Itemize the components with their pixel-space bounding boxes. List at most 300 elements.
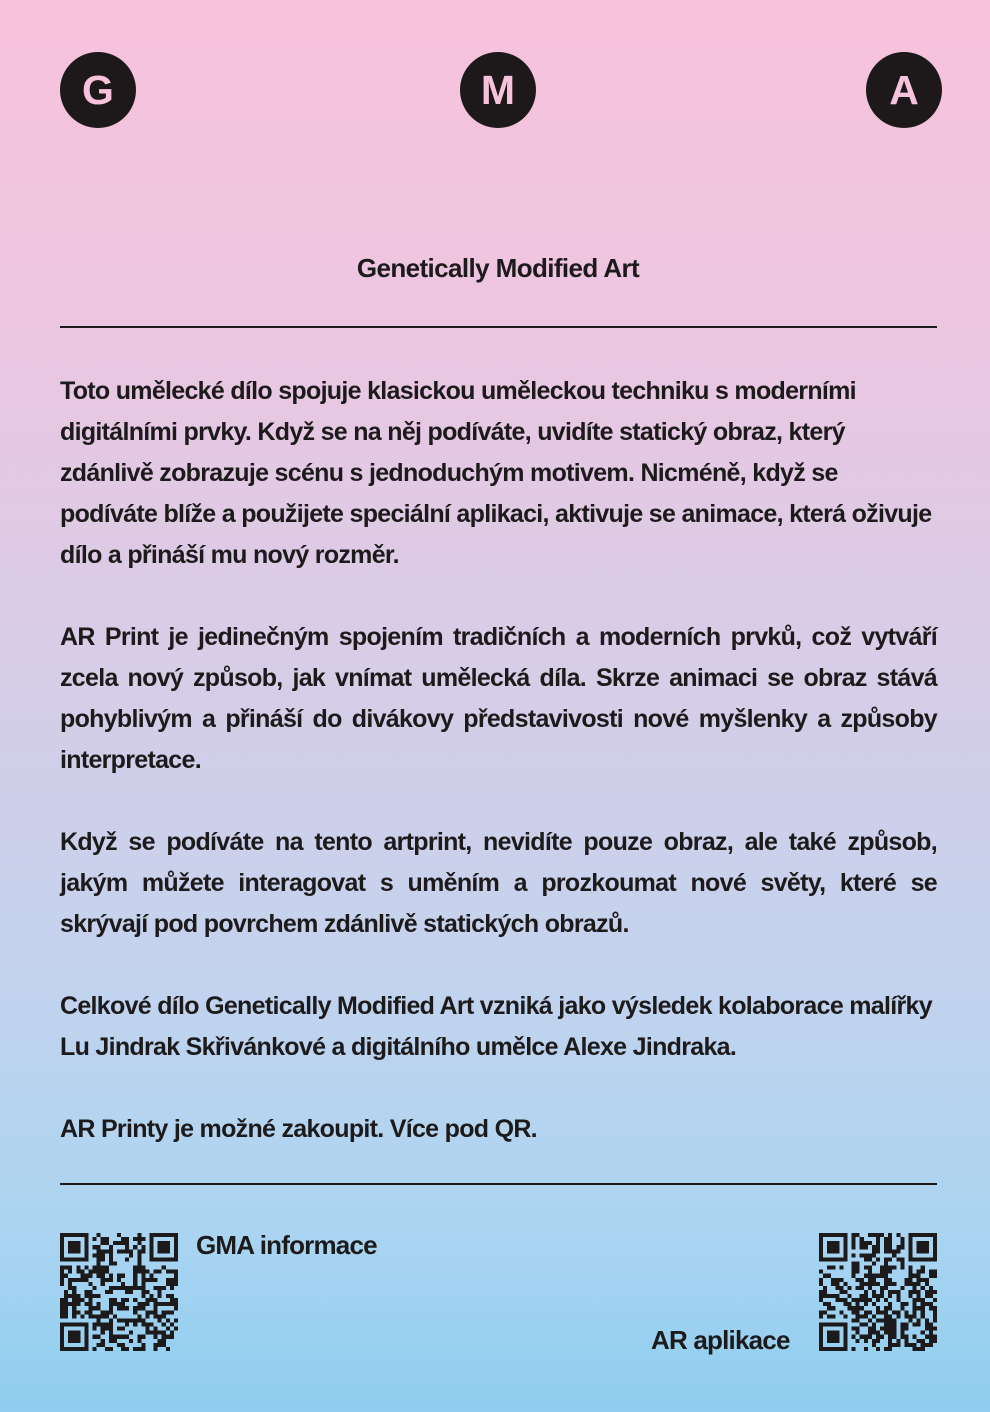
qr-module <box>929 1290 933 1294</box>
qr-module <box>133 1310 137 1314</box>
qr-module <box>921 1343 925 1347</box>
qr-module <box>892 1249 896 1253</box>
divider-bottom <box>60 1183 937 1185</box>
qr-finder <box>60 1347 88 1351</box>
qr-module <box>900 1331 904 1335</box>
qr-module <box>888 1314 892 1318</box>
qr-module <box>896 1290 900 1294</box>
qr-module <box>125 1335 129 1339</box>
qr-module <box>129 1339 133 1343</box>
qr-module <box>884 1298 888 1302</box>
qr-module <box>843 1314 847 1318</box>
qr-module <box>101 1241 105 1245</box>
qr-module <box>174 1327 178 1331</box>
qr-module <box>823 1302 827 1306</box>
qr-module <box>921 1306 925 1310</box>
qr-module <box>860 1294 864 1298</box>
qr-module <box>888 1306 892 1310</box>
qr-module <box>917 1298 921 1302</box>
qr-module <box>839 1298 843 1302</box>
qr-module <box>868 1270 872 1274</box>
qr-module <box>880 1270 884 1274</box>
qr-module <box>133 1347 137 1351</box>
qr-module <box>904 1335 908 1339</box>
qr-finder <box>827 1331 839 1343</box>
qr-module <box>154 1298 158 1302</box>
logo-letter-a: A <box>889 67 919 113</box>
qr-module <box>84 1290 88 1294</box>
qr-module <box>93 1314 97 1318</box>
qr-finder <box>827 1241 839 1253</box>
qr-module <box>64 1294 68 1298</box>
qr-module <box>80 1270 84 1274</box>
qr-module <box>72 1314 76 1318</box>
qr-finder <box>84 1233 88 1261</box>
qr-module <box>892 1282 896 1286</box>
paragraph-ar-print: AR Print je jedinečným spojením tradičních a moderních prvků, což vytváří zcela nový způsob, jak vnímat umělecká díla. Skrze animaci se obraz stává pohyblivým a přináší do divákovy představivosti nové myšlenky a způsoby interpretace. <box>60 623 937 774</box>
qr-module <box>76 1302 80 1306</box>
qr-module <box>913 1314 917 1318</box>
qr-module <box>101 1314 105 1318</box>
qr-module <box>150 1274 154 1278</box>
qr-module <box>888 1266 892 1270</box>
qr-module <box>835 1278 839 1282</box>
qr-module <box>823 1290 827 1294</box>
qr-module <box>860 1335 864 1339</box>
qr-module <box>909 1290 913 1294</box>
qr-module <box>872 1245 876 1249</box>
qr-module <box>884 1257 888 1261</box>
qr-module <box>109 1323 113 1327</box>
qr-module <box>876 1282 880 1286</box>
qr-module <box>145 1302 149 1306</box>
qr-module <box>60 1274 64 1278</box>
qr-module <box>109 1306 113 1310</box>
qr-module <box>72 1286 76 1290</box>
qr-module <box>876 1335 880 1339</box>
qr-module <box>933 1318 937 1322</box>
qr-module <box>158 1314 162 1318</box>
qr-finder <box>158 1241 170 1253</box>
qr-module <box>925 1323 929 1327</box>
qr-module <box>113 1286 117 1290</box>
qr-finder <box>819 1347 847 1351</box>
qr-module <box>864 1314 868 1318</box>
qr-module <box>97 1306 101 1310</box>
qr-module <box>133 1306 137 1310</box>
qr-module <box>892 1266 896 1270</box>
qr-module <box>856 1266 860 1270</box>
qr-module <box>864 1302 868 1306</box>
qr-module <box>93 1306 97 1310</box>
qr-finder <box>174 1233 178 1261</box>
qr-module <box>921 1314 925 1318</box>
qr-module <box>856 1261 860 1265</box>
qr-module <box>876 1294 880 1298</box>
qr-module <box>166 1335 170 1339</box>
qr-module <box>80 1274 84 1278</box>
qr-module <box>872 1290 876 1294</box>
qr-module <box>847 1306 851 1310</box>
qr-module <box>113 1335 117 1339</box>
qr-module <box>125 1257 129 1261</box>
qr-module <box>913 1290 917 1294</box>
qr-module <box>839 1290 843 1294</box>
qr-module <box>921 1331 925 1335</box>
qr-module <box>170 1282 174 1286</box>
qr-module <box>925 1290 929 1294</box>
qr-module <box>876 1274 880 1278</box>
qr-module <box>133 1278 137 1282</box>
qr-module <box>141 1249 145 1253</box>
qr-module <box>137 1270 141 1274</box>
qr-module <box>872 1302 876 1306</box>
qr-module <box>121 1302 125 1306</box>
qr-module <box>864 1274 868 1278</box>
qr-module <box>856 1302 860 1306</box>
qr-code-ar-app[interactable] <box>819 1233 937 1351</box>
qr-module <box>819 1298 823 1302</box>
paragraph-interaction: Když se podíváte na tento artprint, nevidíte pouze obraz, ale také způsob, jakým můžete interagovat s uměním a prozkoumat nové světy, které se skrývají pod povrchem zdánlivě statických obrazů. <box>60 828 937 938</box>
qr-module <box>121 1241 125 1245</box>
qr-module <box>864 1347 868 1351</box>
qr-module <box>900 1323 904 1327</box>
qr-module <box>76 1294 80 1298</box>
qr-module <box>93 1286 97 1290</box>
qr-module <box>97 1302 101 1306</box>
qr-module <box>900 1327 904 1331</box>
qr-module <box>109 1274 113 1278</box>
qr-module <box>101 1343 105 1347</box>
qr-module <box>925 1327 929 1331</box>
qr-module <box>880 1327 884 1331</box>
qr-module <box>133 1237 137 1241</box>
qr-module <box>876 1298 880 1302</box>
qr-module <box>904 1314 908 1318</box>
qr-module <box>109 1245 113 1249</box>
qr-module <box>925 1335 929 1339</box>
qr-module <box>900 1241 904 1245</box>
qr-module <box>72 1302 76 1306</box>
qr-finder <box>60 1233 64 1261</box>
qr-module <box>868 1310 872 1314</box>
qr-module <box>884 1261 888 1265</box>
qr-module <box>150 1323 154 1327</box>
qr-module <box>101 1270 105 1274</box>
qr-module <box>864 1290 868 1294</box>
qr-module <box>162 1302 166 1306</box>
qr-module <box>72 1294 76 1298</box>
qr-module <box>93 1294 97 1298</box>
qr-module <box>864 1282 868 1286</box>
qr-module <box>888 1257 892 1261</box>
qr-module <box>88 1302 92 1306</box>
qr-module <box>835 1282 839 1286</box>
qr-module <box>170 1270 174 1274</box>
qr-module <box>109 1261 113 1265</box>
qr-module <box>847 1302 851 1306</box>
qr-module <box>856 1286 860 1290</box>
qr-module <box>909 1314 913 1318</box>
qr-module <box>876 1347 880 1351</box>
qr-module <box>892 1290 896 1294</box>
qr-module <box>884 1274 888 1278</box>
qr-module <box>917 1270 921 1274</box>
qr-module <box>145 1327 149 1331</box>
qr-module <box>133 1282 137 1286</box>
qr-module <box>900 1257 904 1261</box>
qr-finder <box>917 1241 929 1253</box>
qr-module <box>892 1335 896 1339</box>
qr-module <box>913 1310 917 1314</box>
qr-module <box>125 1245 129 1249</box>
qr-module <box>84 1274 88 1278</box>
qr-module <box>823 1310 827 1314</box>
qr-module <box>904 1302 908 1306</box>
qr-module <box>929 1286 933 1290</box>
qr-module <box>101 1266 105 1270</box>
qr-label-gma-info: GMA informace <box>196 1230 377 1260</box>
qr-module <box>872 1323 876 1327</box>
qr-module <box>105 1249 109 1253</box>
qr-module <box>133 1298 137 1302</box>
qr-module <box>884 1323 888 1327</box>
qr-module <box>852 1233 856 1237</box>
qr-module <box>97 1257 101 1261</box>
qr-module <box>933 1335 937 1339</box>
qr-module <box>917 1347 921 1351</box>
qr-module <box>933 1327 937 1331</box>
qr-module <box>121 1318 125 1322</box>
qr-module <box>933 1339 937 1343</box>
qr-module <box>831 1266 835 1270</box>
qr-module <box>864 1245 868 1249</box>
qr-module <box>158 1294 162 1298</box>
qr-module <box>125 1298 129 1302</box>
qr-module <box>933 1290 937 1294</box>
qr-module <box>154 1278 158 1282</box>
qr-module <box>162 1343 166 1347</box>
qr-module <box>174 1270 178 1274</box>
qr-module <box>125 1323 129 1327</box>
qr-module <box>884 1318 888 1322</box>
qr-module <box>892 1331 896 1335</box>
qr-module <box>101 1257 105 1261</box>
qr-module <box>97 1270 101 1274</box>
qr-module <box>113 1261 117 1265</box>
qr-module <box>917 1318 921 1322</box>
qr-module <box>831 1314 835 1318</box>
qr-module <box>68 1294 72 1298</box>
qr-module <box>884 1306 888 1310</box>
qr-module <box>76 1266 80 1270</box>
qr-module <box>101 1282 105 1286</box>
qr-module <box>872 1327 876 1331</box>
qr-module <box>141 1270 145 1274</box>
qr-module <box>852 1347 856 1351</box>
qr-module <box>852 1335 856 1339</box>
qr-module <box>888 1290 892 1294</box>
qr-module <box>880 1294 884 1298</box>
qr-module <box>900 1335 904 1339</box>
qr-module <box>141 1282 145 1286</box>
qr-module <box>909 1294 913 1298</box>
qr-module <box>109 1290 113 1294</box>
qr-module <box>921 1270 925 1274</box>
qr-module <box>904 1323 908 1327</box>
qr-module <box>141 1306 145 1310</box>
qr-module <box>880 1335 884 1339</box>
qr-module <box>174 1274 178 1278</box>
qr-module <box>856 1298 860 1302</box>
qr-finder <box>819 1233 823 1261</box>
qr-module <box>141 1237 145 1241</box>
qr-module <box>64 1310 68 1314</box>
qr-module <box>917 1290 921 1294</box>
qr-module <box>68 1270 72 1274</box>
qr-module <box>929 1331 933 1335</box>
qr-finder <box>84 1323 88 1351</box>
qr-module <box>929 1323 933 1327</box>
qr-module <box>137 1335 141 1339</box>
qr-module <box>856 1270 860 1274</box>
qr-module <box>101 1323 105 1327</box>
qr-module <box>109 1302 113 1306</box>
qr-module <box>129 1318 133 1322</box>
qr-finder <box>60 1233 88 1237</box>
qr-module <box>884 1331 888 1335</box>
qr-module <box>913 1274 917 1278</box>
qr-code-gma-info[interactable] <box>60 1233 178 1351</box>
qr-module <box>909 1270 913 1274</box>
qr-module <box>896 1249 900 1253</box>
qr-module <box>105 1323 109 1327</box>
qr-finder <box>150 1257 178 1261</box>
qr-module <box>170 1298 174 1302</box>
qr-module <box>109 1257 113 1261</box>
qr-module <box>896 1245 900 1249</box>
qr-module <box>141 1278 145 1282</box>
qr-module <box>162 1266 166 1270</box>
paragraph-purchase: AR Printy je možné zakoupit. Více pod QR. <box>60 1115 537 1143</box>
qr-module <box>864 1335 868 1339</box>
qr-module <box>868 1282 872 1286</box>
qr-module <box>856 1339 860 1343</box>
qr-module <box>900 1302 904 1306</box>
qr-module <box>137 1241 141 1245</box>
qr-module <box>174 1278 178 1282</box>
qr-module <box>64 1290 68 1294</box>
qr-module <box>872 1233 876 1237</box>
qr-module <box>827 1302 831 1306</box>
qr-module <box>109 1278 113 1282</box>
qr-module <box>896 1233 900 1237</box>
qr-module <box>819 1314 823 1318</box>
qr-module <box>860 1286 864 1290</box>
qr-module <box>170 1331 174 1335</box>
qr-module <box>904 1282 908 1286</box>
qr-module <box>884 1245 888 1249</box>
qr-module <box>876 1237 880 1241</box>
qr-module <box>166 1327 170 1331</box>
qr-module <box>137 1257 141 1261</box>
qr-module <box>856 1233 860 1237</box>
qr-module <box>125 1241 129 1245</box>
qr-module <box>864 1339 868 1343</box>
qr-module <box>929 1327 933 1331</box>
qr-module <box>137 1314 141 1318</box>
qr-module <box>904 1327 908 1331</box>
qr-module <box>860 1241 864 1245</box>
qr-module <box>880 1274 884 1278</box>
qr-module <box>64 1266 68 1270</box>
qr-module <box>125 1237 129 1241</box>
qr-module <box>129 1331 133 1335</box>
qr-module <box>133 1270 137 1274</box>
qr-module <box>97 1266 101 1270</box>
qr-module <box>888 1294 892 1298</box>
qr-module <box>888 1249 892 1253</box>
qr-module <box>925 1302 929 1306</box>
qr-module <box>105 1314 109 1318</box>
qr-module <box>121 1298 125 1302</box>
qr-module <box>117 1278 121 1282</box>
qr-module <box>97 1343 101 1347</box>
qr-module <box>933 1298 937 1302</box>
qr-module <box>933 1270 937 1274</box>
qr-finder <box>819 1257 847 1261</box>
qr-module <box>925 1343 929 1347</box>
qr-module <box>133 1274 137 1278</box>
qr-finder <box>150 1233 154 1261</box>
qr-module <box>162 1323 166 1327</box>
qr-module <box>917 1294 921 1298</box>
qr-module <box>864 1241 868 1245</box>
qr-module <box>921 1286 925 1290</box>
qr-module <box>819 1294 823 1298</box>
qr-module <box>105 1237 109 1241</box>
qr-module <box>864 1257 868 1261</box>
qr-module <box>97 1294 101 1298</box>
qr-module <box>105 1327 109 1331</box>
qr-module <box>852 1253 856 1257</box>
qr-module <box>835 1294 839 1298</box>
qr-module <box>884 1237 888 1241</box>
qr-module <box>121 1343 125 1347</box>
qr-module <box>97 1314 101 1318</box>
qr-module <box>888 1323 892 1327</box>
qr-module <box>888 1347 892 1351</box>
qr-module <box>933 1274 937 1278</box>
qr-module <box>860 1237 864 1241</box>
qr-module <box>113 1298 117 1302</box>
qr-module <box>162 1310 166 1314</box>
qr-module <box>856 1331 860 1335</box>
qr-module <box>109 1331 113 1335</box>
qr-module <box>84 1294 88 1298</box>
qr-module <box>921 1347 925 1351</box>
qr-module <box>154 1331 158 1335</box>
qr-module <box>843 1298 847 1302</box>
qr-module <box>904 1310 908 1314</box>
qr-module <box>852 1237 856 1241</box>
qr-module <box>872 1274 876 1278</box>
qr-module <box>856 1327 860 1331</box>
qr-module <box>929 1306 933 1310</box>
qr-module <box>72 1306 76 1310</box>
qr-module <box>888 1278 892 1282</box>
qr-module <box>121 1237 125 1241</box>
